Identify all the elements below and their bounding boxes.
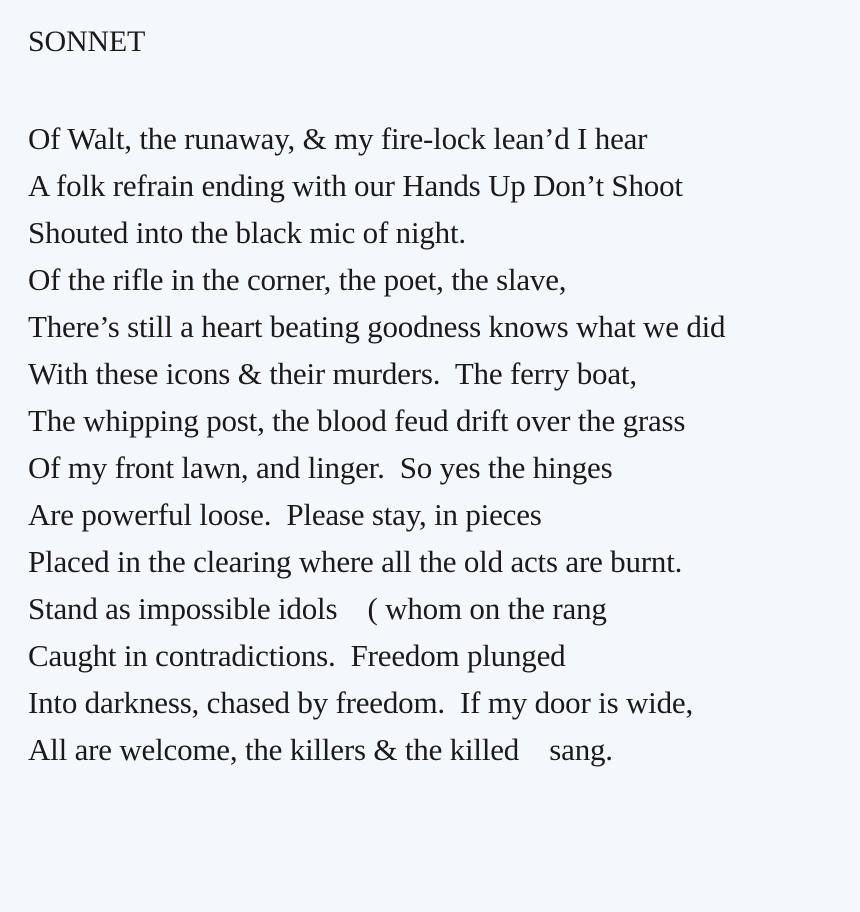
poem xyxy=(28,22,848,773)
poem-line-6: With these icons & their murders. The ferry boat, xyxy=(28,356,637,391)
poem-line-10: Placed in the clearing where all the old acts are burnt. xyxy=(28,544,683,579)
poem-line-1: Of Walt, the runaway, & my fire-lock lean’d I hear xyxy=(28,121,648,156)
poem-line-8: Of my front lawn, and linger. So yes the hinges xyxy=(28,450,613,485)
poem-line-12: Caught in contradictions. Freedom plunged xyxy=(28,638,566,673)
poem-line-2: A folk refrain ending with our Hands Up Don’t Shoot xyxy=(28,168,683,203)
poem-line-13: Into darkness, chased by freedom. If my door is wide, xyxy=(28,685,693,720)
poem-line-7: The whipping post, the blood feud drift over the grass xyxy=(28,403,686,438)
poem-line-11: Stand as impossible idols ( whom on the rang xyxy=(28,591,607,626)
poem-line-4: Of the rifle in the corner, the poet, the slave, xyxy=(28,262,567,297)
poem-line-3: Shouted into the black mic of night. xyxy=(28,215,466,250)
poem-title: SONNET xyxy=(28,25,146,58)
poem-line-9: Are powerful loose. Please stay, in pieces xyxy=(28,497,542,532)
poem-line-14: All are welcome, the killers & the killed sang. xyxy=(28,732,613,767)
poem-line-5: There’s still a heart beating goodness knows what we did xyxy=(28,309,726,344)
